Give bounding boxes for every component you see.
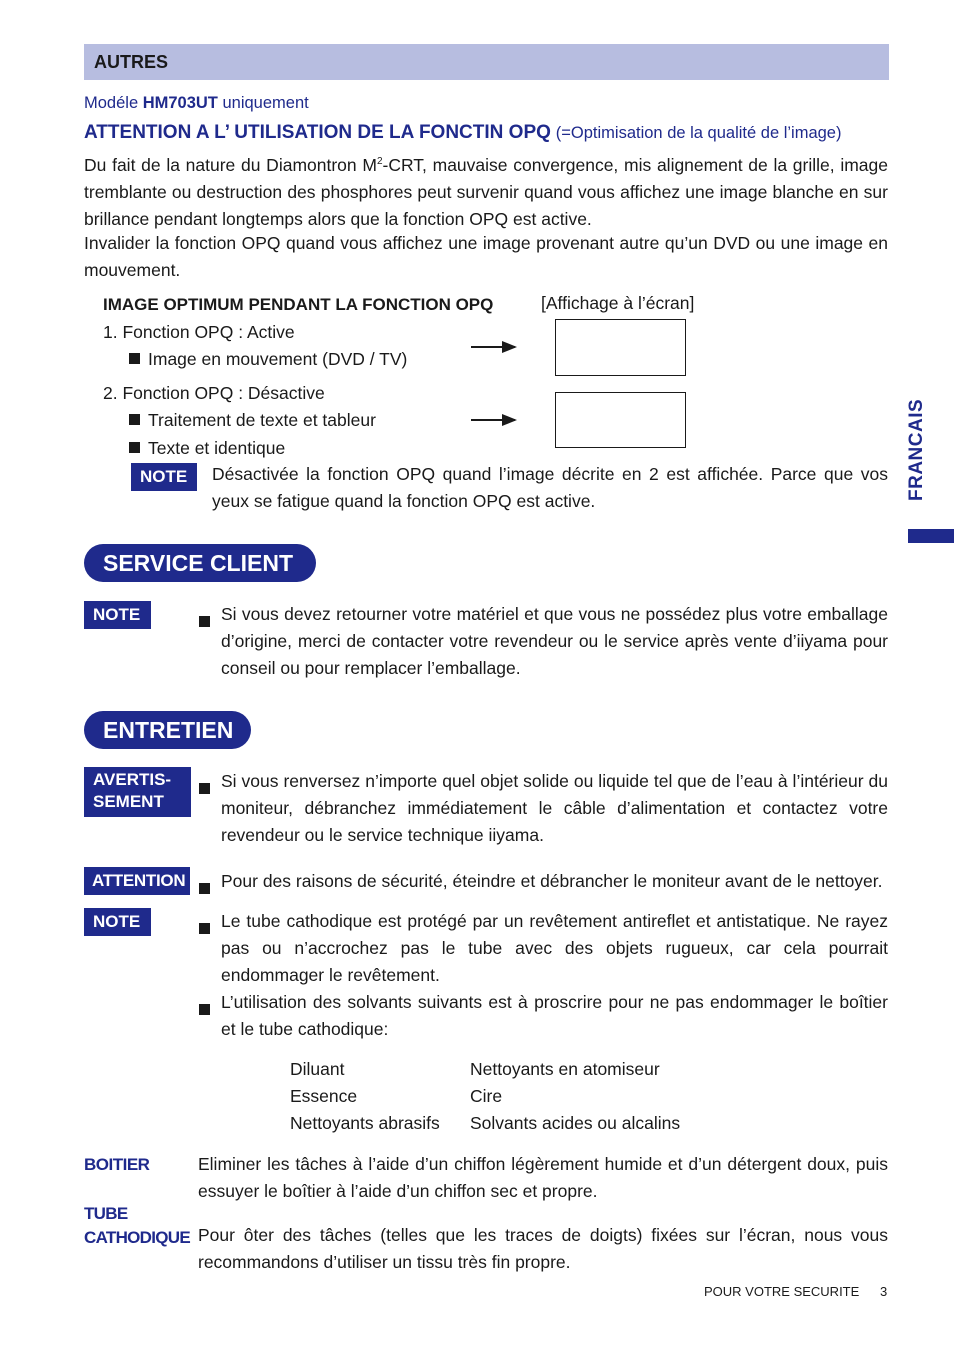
arrow-right-icon bbox=[471, 419, 515, 421]
autres-paragraph-1 bbox=[84, 148, 888, 233]
warning-badge-line-1: AVERTIS- bbox=[93, 770, 172, 789]
opq-item-1: 1. Fonction OPQ : Active bbox=[103, 322, 295, 342]
attention-subtitle: (=Optimisation de la qualité de l’image) bbox=[555, 124, 842, 142]
screen-preview-box-2 bbox=[555, 392, 686, 448]
display-label: [Affichage à l’écran] bbox=[541, 293, 695, 313]
solvent-item: Solvants acides ou alcalins bbox=[470, 1113, 681, 1134]
section-title-entretien: ENTRETIEN bbox=[84, 711, 251, 749]
note-badge: NOTE bbox=[84, 601, 151, 629]
bullet-square-icon bbox=[199, 1000, 210, 1021]
model-line bbox=[84, 94, 309, 113]
opq-item-2: 2. Fonction OPQ : Désactive bbox=[103, 383, 325, 403]
note-badge: NOTE bbox=[84, 908, 151, 936]
boitier-text: Eliminer les tâches à l’aide d’un chiffon légèrement humide et d’un détergent doux, puis essuyer le boîtier à l’aide d’un chiffon sec et propre. bbox=[198, 1154, 888, 1202]
boitier-label: BOITIER bbox=[84, 1155, 150, 1174]
attention-text: Pour des raisons de sécurité, éteindre et débrancher le moniteur avant de le nettoyer. bbox=[221, 871, 883, 891]
section-title-service-client: SERVICE CLIENT bbox=[84, 544, 316, 582]
image-optimum-heading: IMAGE OPTIMUM PENDANT LA FONCTION OPQ bbox=[103, 295, 494, 314]
para1-superscript: 2 bbox=[376, 156, 383, 167]
service-text: Si vous devez retourner votre matériel et que vous ne possédez plus votre emballage d’origine, merci de contacter votre revendeur ou le service après vente d’iiyama pour conseil ou pour remplacer l’emballage. bbox=[221, 604, 888, 679]
tube-label-line-1: TUBE bbox=[84, 1204, 128, 1223]
attention-badge: ATTENTION bbox=[84, 867, 190, 895]
opq-item-2-bullet-2 bbox=[129, 438, 285, 459]
bullet-square-icon bbox=[129, 442, 140, 453]
warning-badge bbox=[84, 767, 191, 817]
solvent-item: Nettoyants abrasifs bbox=[290, 1113, 440, 1134]
model-name: HM703UT bbox=[142, 94, 218, 112]
solvent-item: Diluant bbox=[290, 1059, 345, 1079]
solvents-list-right bbox=[470, 1056, 680, 1138]
autres-note-text: Désactivée la fonction OPQ quand l’image décrite en 2 est affichée. Parce que vos yeux se fatigue quand la fonction OPQ est active. bbox=[212, 464, 888, 512]
bullet-square-icon bbox=[199, 779, 210, 800]
bullet-square-icon bbox=[199, 919, 210, 940]
warning-badge-line-2: SEMENT bbox=[93, 792, 164, 811]
opq-item-2-bullet-2-text: Texte et identique bbox=[148, 438, 286, 458]
footer-text: POUR VOTRE SECURITE bbox=[704, 1284, 860, 1299]
page-number: 3 bbox=[880, 1284, 888, 1299]
section-title-autres: AUTRES bbox=[84, 44, 889, 80]
tube-cathodique-label bbox=[84, 1202, 190, 1250]
bullet-square-icon bbox=[129, 414, 140, 425]
arrow-right-icon bbox=[471, 346, 515, 348]
autres-paragraph-2: Invalider la fonction OPQ quand vous affichez une image provenant autre qu’un DVD ou une image en mouvement. bbox=[84, 233, 888, 281]
warning-text: Si vous renversez n’importe quel objet solide ou liquide tel que de l’eau à l’intérieur du moniteur, débranchez immédiatement le câble d’alimentation et contactez votre revendeur ou le service technique iiyama. bbox=[221, 771, 888, 846]
tube-label-line-2: CATHODIQUE bbox=[84, 1228, 191, 1247]
solvent-item: Essence bbox=[290, 1086, 358, 1107]
bullet-square-icon bbox=[129, 353, 140, 364]
attention-heading bbox=[84, 122, 841, 144]
attention-title: ATTENTION A L’ UTILISATION DE LA FONCTIN OPQ bbox=[84, 122, 551, 143]
solvent-item: Nettoyants en atomiseur bbox=[470, 1059, 660, 1079]
model-suffix: uniquement bbox=[217, 94, 309, 112]
note-badge: NOTE bbox=[131, 463, 197, 491]
opq-item-2-bullet-1-text: Traitement de texte et tableur bbox=[148, 410, 376, 430]
para1-text-a: Du fait de la nature du Diamontron M bbox=[84, 154, 377, 175]
model-prefix: Modéle bbox=[84, 94, 143, 112]
solvent-item: Cire bbox=[470, 1086, 503, 1107]
bullet-square-icon bbox=[199, 612, 210, 633]
entretien-note-text-1: Le tube cathodique est protégé par un revêtement antireflet et antistatique. Ne rayez pas ou n’accrochez pas le tube avec des objets rugueux, car cela pourrait endommager le revêtement. bbox=[221, 911, 888, 986]
entretien-note-text-2: L’utilisation des solvants suivants est à proscrire pour ne pas endommager le boîtier et le tube cathodique: bbox=[221, 992, 888, 1040]
side-tab-marker bbox=[908, 529, 954, 543]
tube-text: Pour ôter des tâches (telles que les traces de doigts) fixées sur l’écran, nous vous recommandons d’utiliser un tissu très fin propre. bbox=[198, 1225, 888, 1273]
screen-preview-box-1 bbox=[555, 319, 686, 376]
solvents-list-left bbox=[290, 1056, 440, 1138]
opq-item-2-bullet-1 bbox=[129, 410, 376, 431]
bullet-square-icon bbox=[199, 879, 210, 900]
para1-text-b: -CRT, mauvaise convergence, mis alignement de la grille, image tremblante ou destruction des phosphores peut survenir quand vous affichez une image blanche en sur brillance pendant longtemps alors que la fonction OPQ est active. bbox=[84, 154, 888, 230]
opq-item-1-bullet-text: Image en mouvement (DVD / TV) bbox=[148, 349, 408, 369]
side-tab-label: FRANCAIS bbox=[906, 398, 927, 501]
opq-item-1-bullet bbox=[129, 349, 407, 370]
